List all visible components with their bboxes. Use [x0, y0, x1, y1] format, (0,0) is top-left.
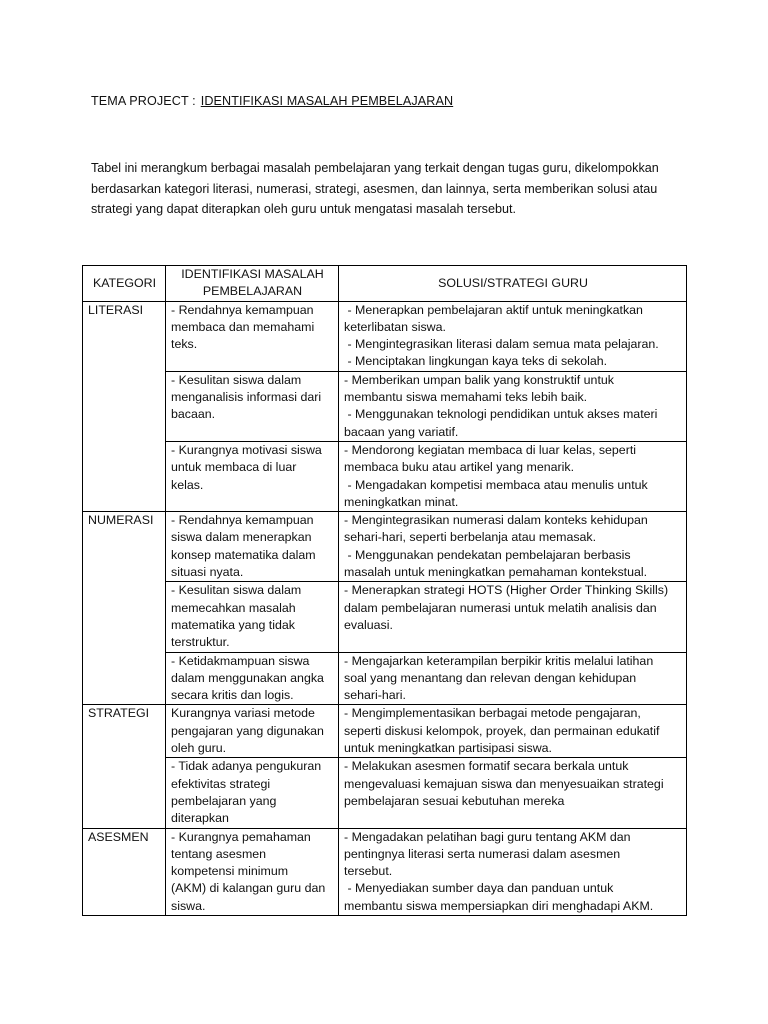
- solution-line: sehari-hari, seperti berbelanja atau memasak.: [344, 530, 597, 545]
- solution-line: masalah untuk meningkatkan pemahaman kontekstual.: [344, 565, 648, 580]
- problem-line: efektivitas strategi: [171, 776, 271, 791]
- solution-cell: [339, 582, 687, 652]
- solution-line: evaluasi.: [344, 617, 393, 632]
- problem-line: - Ketidakmampuan siswa: [171, 653, 310, 668]
- solution-line: - Menerapkan pembelajaran aktif untuk meningkatkan: [344, 302, 643, 317]
- category-cell: NUMERASI: [83, 512, 166, 705]
- problem-line: terstruktur.: [171, 635, 230, 650]
- problem-line: konsep matematika dalam: [171, 547, 316, 562]
- problem-line: memecahkan masalah: [171, 600, 296, 615]
- problem-cell: [166, 371, 339, 441]
- problem-line: - Rendahnya kemampuan: [171, 513, 314, 528]
- problem-cell: [166, 758, 339, 828]
- table-row: [83, 371, 687, 441]
- table-row: [83, 582, 687, 652]
- problem-line: teks.: [171, 337, 198, 352]
- solution-line: mengevaluasi kemajuan siswa dan menyesuaikan strategi: [344, 776, 664, 791]
- table-row: [83, 512, 687, 582]
- solution-line: meningkatkan minat.: [344, 494, 459, 509]
- problem-line: (AKM) di kalangan guru dan: [171, 881, 326, 896]
- solution-line: membaca buku atau artikel yang menarik.: [344, 460, 575, 475]
- table-row: [83, 441, 687, 511]
- problem-line: - Kesulitan siswa dalam: [171, 372, 302, 387]
- problem-line: tentang asesmen: [171, 846, 267, 861]
- solution-line: - Menggunakan pendekatan pembelajaran berbasis: [344, 547, 631, 562]
- header-kategori: KATEGORI: [83, 266, 166, 302]
- solution-line: - Mengimplementasikan berbagai metode pengajaran,: [344, 706, 641, 721]
- category-cell: LITERASI: [83, 301, 166, 512]
- header-identifikasi: IDENTIFIKASI MASALAH PEMBELAJARAN: [166, 266, 339, 302]
- problem-cell: [166, 652, 339, 705]
- project-theme-value: IDENTIFIKASI MASALAH PEMBELAJARAN: [200, 94, 454, 108]
- problem-line: dalam menggunakan angka: [171, 670, 324, 685]
- table-body: [83, 301, 687, 915]
- solution-line: soal yang menantang dan relevan dengan kehidupan: [344, 670, 637, 685]
- project-theme-label: TEMA PROJECT :: [91, 94, 196, 108]
- solution-line: bacaan yang variatif.: [344, 424, 459, 439]
- problem-solution-table: [82, 265, 687, 916]
- solution-line: pembelajaran sesuai kebutuhan mereka: [344, 793, 565, 808]
- problem-line: - Kesulitan siswa dalam: [171, 583, 302, 598]
- category-cell: STRATEGI: [83, 705, 166, 828]
- problem-line: - Rendahnya kemampuan: [171, 302, 314, 317]
- problem-line: secara kritis dan logis.: [171, 688, 294, 703]
- solution-line: seperti diskusi kelompok, proyek, dan permainan edukatif: [344, 723, 660, 738]
- solution-cell: [339, 652, 687, 705]
- solution-line: - Mengadakan kompetisi membaca atau menulis untuk: [344, 477, 648, 492]
- problem-line: membaca dan memahami: [171, 319, 315, 334]
- table-row: [83, 828, 687, 915]
- problem-line: siswa dalam menerapkan: [171, 530, 312, 545]
- problem-cell: [166, 301, 339, 371]
- problem-line: diterapkan: [171, 811, 229, 826]
- problem-line: situasi nyata.: [171, 565, 244, 580]
- solution-line: dalam pembelajaran numerasi untuk melatih analisis dan: [344, 600, 657, 615]
- solution-line: - Melakukan asesmen formatif secara berkala untuk: [344, 759, 629, 774]
- category-cell: ASESMEN: [83, 828, 166, 915]
- table-row: [83, 705, 687, 758]
- solution-cell: [339, 371, 687, 441]
- solution-cell: [339, 828, 687, 915]
- solution-line: - Menerapkan strategi HOTS (Higher Order Thinking Skills): [344, 583, 669, 598]
- problem-line: - Kurangnya pemahaman: [171, 829, 311, 844]
- solution-line: - Memberikan umpan balik yang konstruktif untuk: [344, 372, 614, 387]
- problem-line: bacaan.: [171, 407, 216, 422]
- problem-line: kompetensi minimum: [171, 864, 289, 879]
- table-header-row: [83, 266, 687, 302]
- problem-line: - Kurangnya motivasi siswa: [171, 442, 322, 457]
- problem-line: Kurangnya variasi metode: [171, 706, 315, 721]
- intro-paragraph: [91, 158, 691, 220]
- solution-cell: [339, 441, 687, 511]
- problem-line: menganalisis informasi dari: [171, 390, 322, 405]
- solution-line: - Menyediakan sumber daya dan panduan untuk: [344, 881, 614, 896]
- solution-line: keterlibatan siswa.: [344, 319, 446, 334]
- solution-cell: [339, 758, 687, 828]
- solution-line: - Mengintegrasikan numerasi dalam konteks kehidupan: [344, 513, 648, 528]
- solution-line: untuk meningkatkan partisipasi siswa.: [344, 741, 552, 756]
- problem-line: matematika yang tidak: [171, 617, 295, 632]
- solution-line: tersebut.: [344, 864, 393, 879]
- intro-line: Tabel ini merangkum berbagai masalah pembelajaran yang terkait dengan tugas guru, dikelompokkan: [91, 161, 659, 175]
- problem-line: kelas.: [171, 477, 204, 492]
- table-row: [83, 301, 687, 371]
- problem-line: pembelajaran yang: [171, 793, 277, 808]
- problem-cell: [166, 828, 339, 915]
- table-row: [83, 758, 687, 828]
- problem-line: oleh guru.: [171, 741, 227, 756]
- problem-cell: [166, 441, 339, 511]
- solution-cell: [339, 301, 687, 371]
- solution-line: membantu siswa memahami teks lebih baik.: [344, 390, 588, 405]
- solution-line: membantu siswa mempersiapkan diri menghadapi AKM.: [344, 898, 654, 913]
- problem-line: untuk membaca di luar: [171, 460, 297, 475]
- solution-line: - Mengintegrasikan literasi dalam semua mata pelajaran.: [344, 337, 659, 352]
- intro-line: strategi yang dapat diterapkan oleh guru untuk mengatasi masalah tersebut.: [91, 202, 516, 216]
- intro-line: berdasarkan kategori literasi, numerasi, strategi, asesmen, dan lainnya, serta memberikan solusi atau: [91, 181, 658, 196]
- problem-cell: [166, 512, 339, 582]
- problem-line: siswa.: [171, 898, 206, 913]
- solution-cell: [339, 705, 687, 758]
- solution-line: - Mendorong kegiatan membaca di luar kelas, seperti: [344, 442, 637, 457]
- project-theme-line: [91, 94, 453, 108]
- problem-line: pengajaran yang digunakan: [171, 723, 324, 738]
- solution-line: - Menciptakan lingkungan kaya teks di sekolah.: [344, 354, 608, 369]
- header-solusi: SOLUSI/STRATEGI GURU: [339, 266, 687, 302]
- problem-line: - Tidak adanya pengukuran: [171, 759, 322, 774]
- solution-line: - Menggunakan teknologi pendidikan untuk akses materi: [344, 407, 658, 422]
- problem-cell: [166, 705, 339, 758]
- solution-line: - Mengadakan pelatihan bagi guru tentang AKM dan: [344, 829, 631, 844]
- solution-line: sehari-hari.: [344, 688, 406, 703]
- problem-cell: [166, 582, 339, 652]
- solution-line: - Mengajarkan keterampilan berpikir kritis melalui latihan: [344, 653, 654, 668]
- solution-line: pentingnya literasi serta numerasi dalam asesmen: [344, 846, 621, 861]
- solution-cell: [339, 512, 687, 582]
- table-row: [83, 652, 687, 705]
